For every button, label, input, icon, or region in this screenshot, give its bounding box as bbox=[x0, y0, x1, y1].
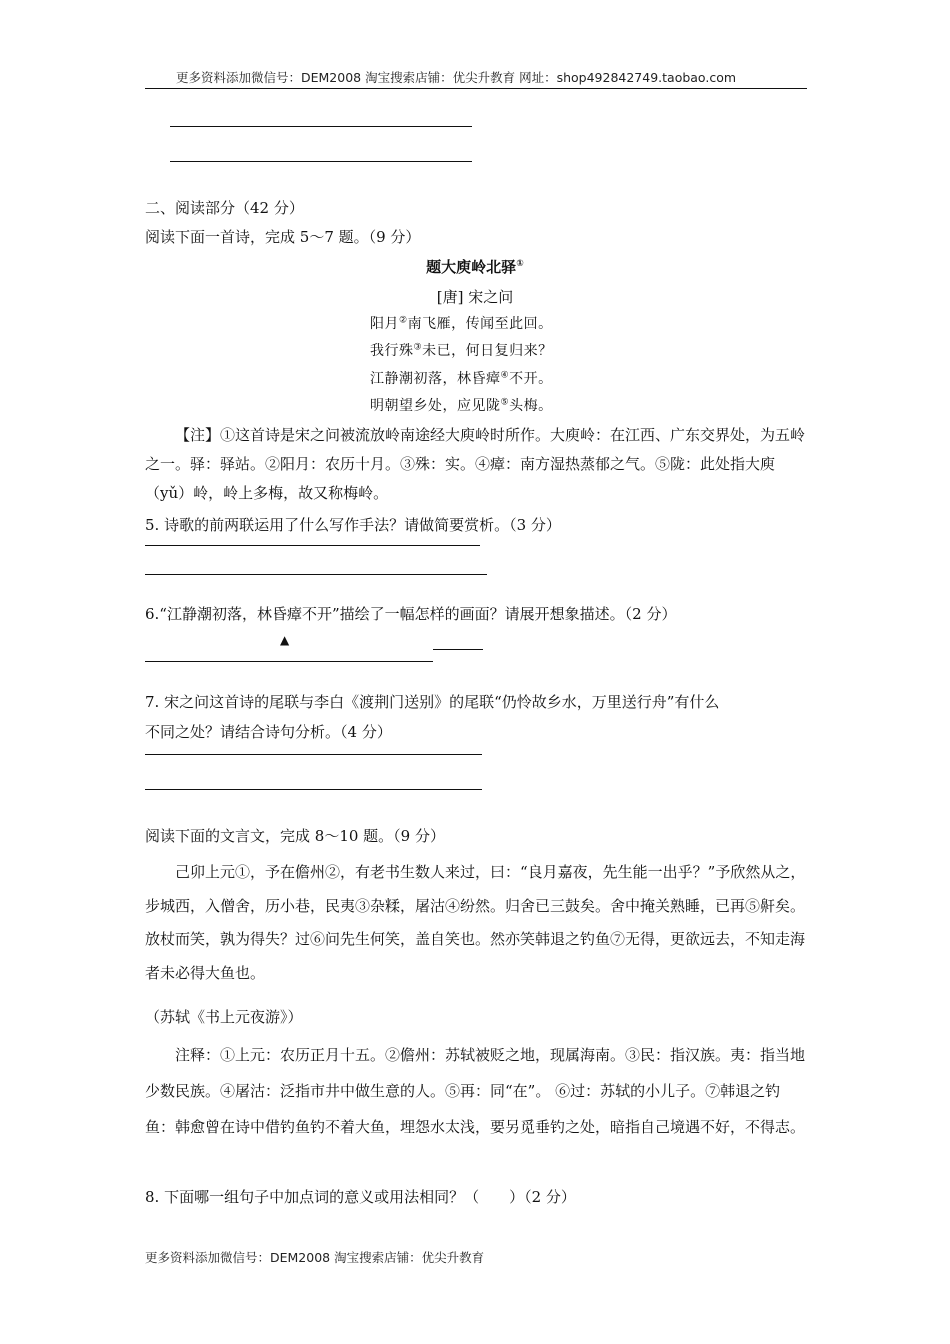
prose-intro: 阅读下面的文言文，完成 8～10 题。（9 分） bbox=[145, 827, 445, 845]
poem-note: 【注】①这首诗是宋之问被流放岭南途经大庾岭时所作。大庾岭：在江西、广东交界处，为五岭之一。驿：驿站。②阳月：农历十月。③殊：实。④瘴：南方湿热蒸郁之气。⑤陇：此处指大庾（yǔ）岭，岭上多梅，故又称梅岭。 bbox=[145, 426, 806, 502]
answer-placeholder-triangle: ▲ bbox=[280, 633, 290, 647]
prose-notes: 注释：①上元：农历正月十五。②儋州：苏轼被贬之地，现属海南。③民：指汉族。夷：指当地少数民族。④屠沽：泛指市井中做生意的人。⑤再：同“在”。 ⑥过：苏轼的小儿子。⑦韩退之钓鱼：韩愈曾在诗中借钓鱼钓不着大鱼，埋怨水太浅，要另觅垂钓之处，暗指自己境遇不好，不得志。 bbox=[145, 1046, 806, 1136]
answer-line bbox=[170, 126, 472, 127]
poem-text: 未已，何日复归来？ bbox=[422, 343, 553, 359]
poem-text: 阳月 bbox=[370, 316, 399, 332]
note-mark: ⑤ bbox=[500, 397, 510, 408]
question-7-line2: 不同之处？请结合诗句分析。（4 分） bbox=[145, 723, 392, 741]
answer-line bbox=[145, 754, 482, 755]
poem-author: [唐] 宋之问 bbox=[436, 288, 514, 306]
question-6: 6.“江静潮初落，林昏瘴不开”描绘了一幅怎样的画面？请展开想象描述。（2 分） bbox=[145, 605, 677, 623]
page-header: 更多资料添加微信号：DEM2008 淘宝搜索店铺：优尖升教育 网址：shop492842749.taobao.com bbox=[176, 70, 737, 85]
page-footer: 更多资料添加微信号：DEM2008 淘宝搜索店铺：优尖升教育 bbox=[145, 1250, 485, 1265]
answer-line bbox=[145, 789, 482, 790]
section-heading: 二、阅读部分（42 分） bbox=[145, 199, 304, 217]
question-8: 8. 下面哪一组句子中加点词的意义或用法相同？（ ）（2 分） bbox=[145, 1188, 576, 1206]
poem-title-text: 题大庾岭北驿 bbox=[426, 258, 517, 276]
poem-text: 头梅。 bbox=[509, 398, 553, 414]
note-mark: ④ bbox=[500, 370, 510, 381]
poem-text: 明朝望乡处，应见陇 bbox=[370, 398, 501, 414]
poem-line bbox=[370, 395, 553, 415]
poem-text: 不开。 bbox=[509, 371, 553, 387]
answer-line bbox=[145, 545, 480, 546]
poem-text: 南飞雁，传闻至此回。 bbox=[407, 316, 553, 332]
answer-line bbox=[145, 661, 433, 662]
question-5: 5. 诗歌的前两联运用了什么写作手法？请做简要赏析。（3 分） bbox=[145, 516, 561, 534]
poem-text: 我行殊 bbox=[370, 343, 414, 359]
poem-title bbox=[0, 256, 950, 277]
note-mark: ② bbox=[399, 315, 408, 326]
answer-line bbox=[145, 574, 487, 575]
poem-title-note-mark: ① bbox=[516, 259, 524, 269]
answer-line bbox=[170, 161, 472, 162]
poem-line bbox=[370, 368, 553, 388]
prose-source: （苏轼《书上元夜游》） bbox=[145, 1008, 303, 1026]
poem-text: 江静潮初落，林昏瘴 bbox=[370, 371, 501, 387]
header-rule bbox=[145, 88, 807, 89]
prose-body: 己卯上元①，予在儋州②，有老书生数人来过，曰：“良月嘉夜，先生能一出乎？”予欣然从之，步城西，入僧舍，历小巷，民夷③杂糅，屠沽④纷然。归舍已三鼓矣。舍中掩关熟睡，已再⑤鼾矣。放杖而笑，孰为得失？过⑥问先生何笑，盖自笑也。然亦笑韩退之钓鱼⑦无得，更欲远去，不知走海者未必得大鱼也。 bbox=[145, 863, 806, 982]
poem-intro: 阅读下面一首诗，完成 5～7 题。（9 分） bbox=[145, 228, 421, 246]
poem-line bbox=[370, 313, 553, 333]
note-mark: ③ bbox=[413, 342, 423, 353]
question-7-line1: 7. 宋之问这首诗的尾联与李白《渡荆门送别》的尾联“仍怜故乡水，万里送行舟”有什么 bbox=[145, 693, 720, 711]
answer-line bbox=[433, 649, 483, 650]
poem-line bbox=[370, 340, 553, 360]
